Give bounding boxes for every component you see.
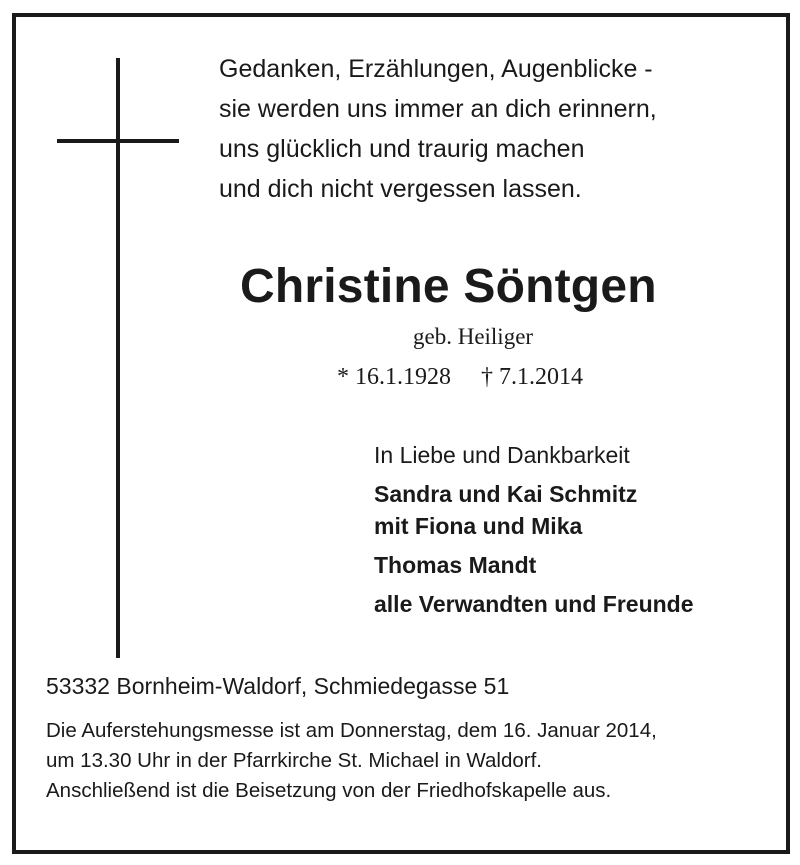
memorial-poem bbox=[219, 49, 657, 209]
mourner-entry: alle Verwandten und Freunde bbox=[374, 591, 694, 617]
notice-line: Anschließend ist die Beisetzung von der Friedhofskapelle aus. bbox=[46, 779, 612, 802]
mourner-entry: Sandra und Kai Schmitz bbox=[374, 481, 638, 507]
notice-line: Die Auferstehungsmesse ist am Donnerstag, dem 16. Januar 2014, bbox=[46, 719, 657, 742]
mourner-entry: mit Fiona und Mika bbox=[374, 513, 583, 539]
family-intro: In Liebe und Dankbarkeit bbox=[374, 442, 630, 468]
notice-line: um 13.30 Uhr in der Pfarrkirche St. Michael in Waldorf. bbox=[46, 749, 542, 772]
poem-line: Gedanken, Erzählungen, Augenblicke - bbox=[219, 55, 653, 83]
cross-icon-horizontal-bar bbox=[57, 139, 179, 143]
cross-icon-vertical-bar bbox=[116, 58, 120, 658]
poem-line: sie werden uns immer an dich erinnern, bbox=[219, 95, 657, 123]
death-date: † 7.1.2014 bbox=[481, 364, 583, 390]
maiden-name: geb. Heiliger bbox=[413, 324, 534, 349]
poem-line: uns glücklich und traurig machen bbox=[219, 135, 585, 163]
life-dates bbox=[337, 362, 583, 392]
deceased-name: Christine Söntgen bbox=[240, 260, 657, 313]
service-notice bbox=[46, 716, 657, 806]
family-address: 53332 Bornheim-Waldorf, Schmiedegasse 51 bbox=[46, 673, 510, 699]
mourner-entry: Thomas Mandt bbox=[374, 552, 537, 578]
poem-line: und dich nicht vergessen lassen. bbox=[219, 175, 582, 203]
mourners-list bbox=[374, 478, 694, 620]
birth-date: * 16.1.1928 bbox=[337, 364, 451, 390]
